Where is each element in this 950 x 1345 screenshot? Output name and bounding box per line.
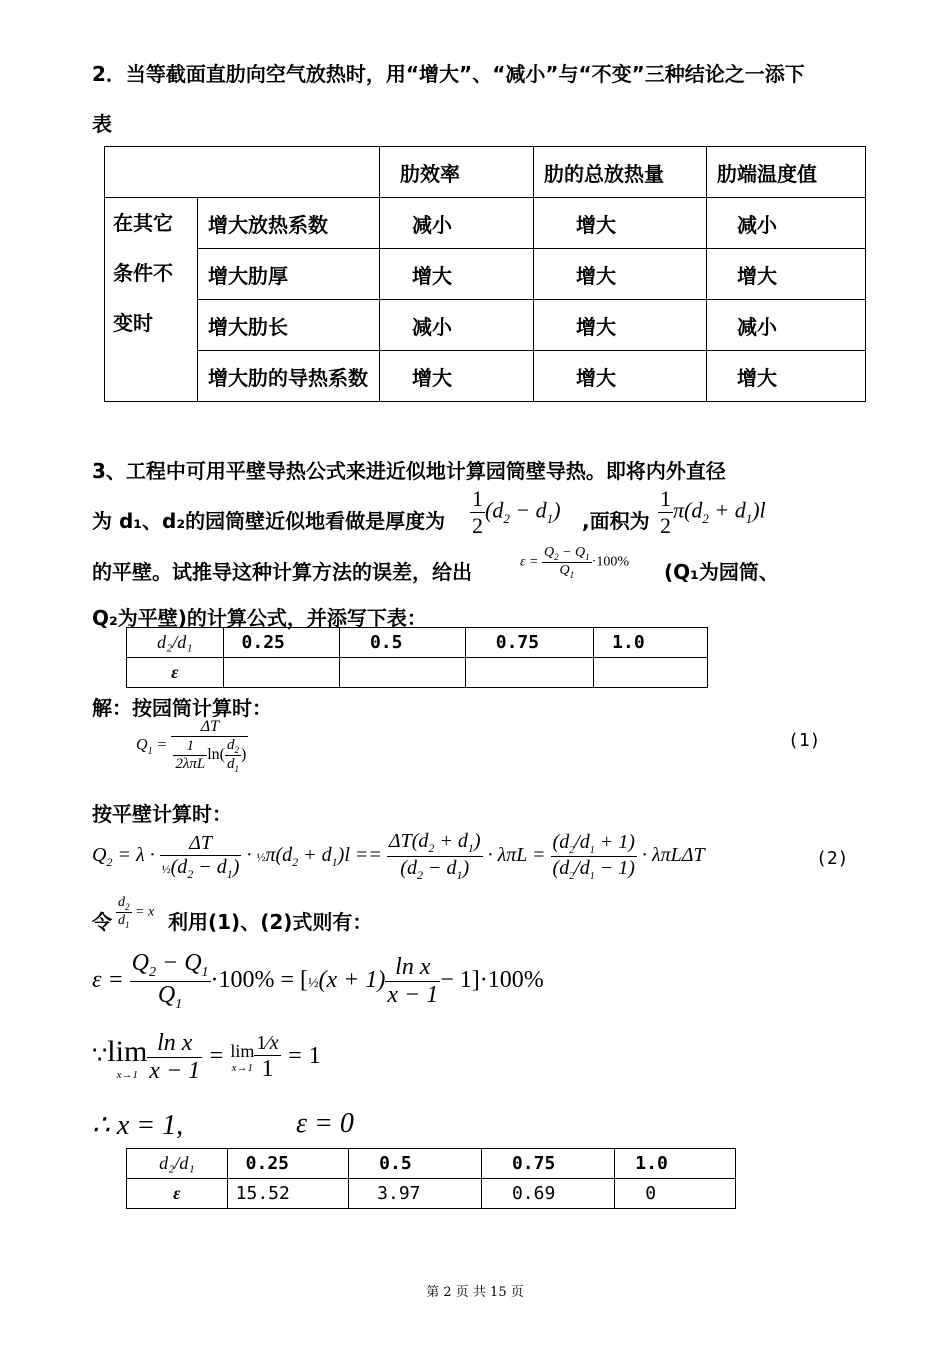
- q3-blank-table: [126, 627, 708, 688]
- table-cell: 增大: [534, 198, 707, 249]
- limit-formula: ∵ lim x→1 $\frac{\text{ln x}}{x - 1}$ = lim x→1 $\frac{1⁄x}{1}$ = 1: [92, 1030, 321, 1084]
- q3-text-line3b: (Q₁为园筒、: [664, 560, 779, 584]
- table-cell: [594, 658, 708, 688]
- epsilon-value: 15.52: [227, 1179, 349, 1209]
- page-footer: 第 2 页 共 15 页: [426, 1285, 524, 1300]
- q2-table: [104, 146, 866, 402]
- q3-text-line1: 3、工程中可用平壁导热公式来进近似地计算园筒壁导热。即将内外直径: [92, 459, 726, 483]
- q3-text-line3a: 的平壁。试推导这种计算方法的误差，给出: [92, 560, 472, 584]
- table-cell: [339, 658, 465, 688]
- ratio-value: 0.75: [465, 628, 593, 658]
- table-cell: 增大: [380, 249, 534, 300]
- solution-intro: 解：按园筒计算时：: [92, 696, 272, 720]
- equation-2-tag: (2): [816, 848, 849, 869]
- table-row-label: 增大肋的导热系数: [198, 351, 380, 402]
- table-cell: 减小: [707, 300, 866, 351]
- epsilon-value: 0: [615, 1179, 736, 1209]
- row-group-line: 变时: [113, 311, 153, 335]
- table-row-label: 增大肋长: [198, 300, 380, 351]
- q3-text-line4: Q₂为平壁)的计算公式，并添写下表：: [92, 606, 427, 630]
- thickness-formula: $\frac{1}{2}$ $(d_2 - d_1)$: [472, 486, 561, 538]
- ratio-header: d₂/d₁: [127, 628, 224, 658]
- equation-1: $Q_1$ = ΔT $\frac{1}{\text{2λπL}}$ ln( $\frac{d_2}{d_1}$ ): [136, 718, 247, 774]
- table-cell: 增大: [534, 300, 707, 351]
- q3-text-line2b: ,面积为: [582, 509, 650, 533]
- epsilon-value: 3.97: [349, 1179, 482, 1209]
- q3-text-line2a: 为 d₁、d₂的园筒壁近似地看做是厚度为: [92, 509, 446, 533]
- table-cell: 增大: [380, 351, 534, 402]
- row-group-line: 条件不: [113, 261, 173, 285]
- flat-wall-intro: 按平壁计算时：: [92, 802, 232, 826]
- q2-header-efficiency: 肋效率: [380, 147, 534, 198]
- table-cell: [223, 658, 339, 688]
- let-text-b: 利用(1)、(2)式则有：: [168, 910, 373, 934]
- q2-header-tip-temp: 肋端温度值: [707, 147, 866, 198]
- q2-header-heat: 肋的总放热量: [534, 147, 707, 198]
- area-formula: $\frac{1}{2}$ $\pi(d_2 + d_1)l$: [660, 486, 766, 538]
- table-cell: 减小: [380, 300, 534, 351]
- table-row-label: 增大放热系数: [198, 198, 380, 249]
- epsilon-row-label: ε: [127, 658, 224, 688]
- result-table: [126, 1148, 736, 1209]
- table-row-label: 增大肋厚: [198, 249, 380, 300]
- epsilon-row-label: ε: [127, 1179, 228, 1209]
- table-cell: 减小: [380, 198, 534, 249]
- ratio-value: 0.25: [223, 628, 339, 658]
- ratio-value: 0.75: [481, 1149, 614, 1179]
- table-cell: [465, 658, 593, 688]
- ratio-value: 1.0: [615, 1149, 736, 1179]
- q2-text-line2: 表: [92, 112, 112, 136]
- epsilon-definition: ε = $\frac{Q_2 - Q_1}{Q_1}$ ·100%: [520, 545, 629, 580]
- epsilon-formula: ε = $\frac{Q_2 - Q_1}{Q_1}$ ·100% = [½(x + 1) $\frac{\text{ln x}}{x - 1}$ − 1]·100%: [92, 950, 544, 1012]
- row-group-line: 在其它: [113, 211, 173, 235]
- ratio-value: 0.5: [349, 1149, 482, 1179]
- table-cell: 增大: [707, 351, 866, 402]
- equation-2: $Q_2 = \lambda$ · $\frac{\Delta T}{\frac{1}{2}(d_2 - d_1)}$ · $\frac{1}{2}\pi(d_2 + d_1)l$ == $\frac{\Delta T(d_2 + d_1)}{(d_2 - d_1)}$ · λπL = $\frac{(d_2/d_1 + 1)}{(d_2/d_1 - 1)}$ · λπLΔT: [92, 830, 705, 882]
- let-text-a: 令: [92, 910, 112, 934]
- ratio-value: 0.5: [339, 628, 465, 658]
- table-cell: 增大: [534, 249, 707, 300]
- table-cell: 增大: [534, 351, 707, 402]
- equation-1-tag: (1): [788, 730, 821, 751]
- therefore-x: ∴ x = 1,: [92, 1110, 184, 1141]
- epsilon-zero: ε = 0: [296, 1108, 354, 1139]
- q2-row-group-label: [105, 198, 198, 402]
- table-cell: 减小: [707, 198, 866, 249]
- q2-text-line1: 2．当等截面直肋向空气放热时，用“增大”、“减小”与“不变”三种结论之一添下: [92, 62, 805, 86]
- ratio-value: 0.25: [227, 1149, 349, 1179]
- table-cell: 增大: [707, 249, 866, 300]
- epsilon-value: 0.69: [481, 1179, 614, 1209]
- let-ratio: $\frac{d_2}{d_1}$ = x: [118, 895, 155, 930]
- ratio-value: 1.0: [594, 628, 708, 658]
- ratio-header: d₂/d₁: [127, 1149, 228, 1179]
